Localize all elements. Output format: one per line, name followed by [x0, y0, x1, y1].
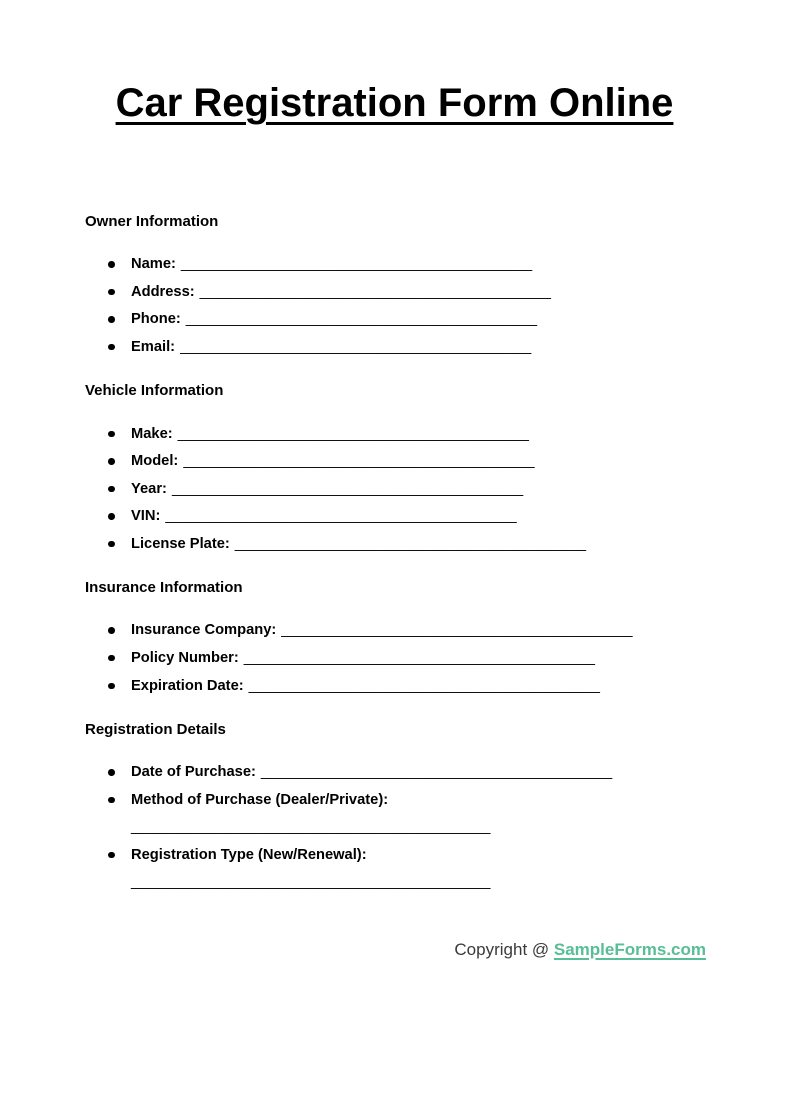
- blank-line: ___________________________________________: [177, 425, 529, 442]
- field-row-name: [85, 251, 789, 279]
- blank-line: ___________________________________________: [180, 338, 532, 355]
- field-label: Make:: [131, 425, 173, 442]
- field-label: VIN:: [131, 508, 161, 525]
- field-row-method-of-purchase: [85, 787, 789, 842]
- blank-line: ___________________________________________: [165, 508, 517, 525]
- section-heading: Owner Information: [85, 213, 219, 230]
- field-label: Insurance Company:: [131, 622, 277, 639]
- field-row-model: [85, 448, 789, 476]
- field-row-date-of-purchase: [85, 759, 789, 787]
- field-list: [85, 421, 789, 559]
- section-registration-details: [85, 716, 789, 897]
- field-label: Address:: [131, 283, 195, 300]
- blank-line: ___________________________________________: [243, 649, 595, 666]
- blank-line: ____________________________________________: [131, 874, 491, 891]
- copyright-text: Copyright @: [454, 939, 550, 959]
- section-vehicle-information: [85, 377, 789, 558]
- section-heading: Insurance Information: [85, 579, 243, 597]
- field-label: License Plate:: [131, 535, 230, 552]
- blank-line: ____________________________________________: [131, 819, 491, 836]
- blank-line: ___________________________________________: [171, 480, 524, 497]
- field-row-expiration-date: [85, 673, 789, 701]
- section-heading: Registration Details: [85, 720, 226, 738]
- field-row-email: [85, 334, 789, 362]
- field-label: Phone:: [131, 311, 181, 328]
- form-body: [85, 208, 789, 897]
- field-list: [85, 617, 789, 700]
- field-row-vin: [85, 503, 789, 531]
- field-label: Expiration Date:: [131, 677, 244, 694]
- page-title-text: Car Registration Form Online: [115, 81, 674, 125]
- sampleforms-link[interactable]: SampleForms.com: [553, 939, 706, 959]
- field-label: Date of Purchase:: [131, 764, 256, 781]
- field-label: Email:: [131, 338, 176, 355]
- field-label: Registration Type (New/Renewal):: [131, 846, 367, 863]
- field-row-insurance-company: [85, 617, 789, 645]
- blank-line: ___________________________________________: [199, 283, 551, 300]
- blank-line: ___________________________________________: [234, 535, 587, 552]
- section-owner-information: [85, 208, 789, 361]
- field-row-phone: [85, 306, 789, 334]
- field-label: Policy Number:: [131, 649, 239, 666]
- field-list: [85, 759, 789, 897]
- field-label: Method of Purchase (Dealer/Private):: [131, 791, 389, 808]
- field-label: Year:: [131, 480, 167, 497]
- footer: [0, 939, 789, 961]
- section-insurance-information: [85, 574, 789, 700]
- field-row-registration-type: [85, 842, 789, 897]
- blank-line: ___________________________________________: [183, 453, 535, 470]
- field-label: Model:: [131, 453, 179, 470]
- section-heading: Vehicle Information: [85, 382, 224, 400]
- page-title: [0, 83, 789, 123]
- field-row-license-plate: [85, 531, 789, 559]
- field-label: Name:: [131, 256, 176, 273]
- blank-line: ___________________________________________: [180, 256, 533, 273]
- blank-line: ___________________________________________: [281, 622, 633, 639]
- blank-line: ___________________________________________: [248, 677, 600, 694]
- document-page: [0, 83, 789, 1099]
- field-row-policy-number: [85, 645, 789, 673]
- blank-line: ___________________________________________: [260, 764, 613, 781]
- field-row-year: [85, 476, 789, 504]
- blank-line: ___________________________________________: [185, 311, 538, 328]
- field-row-address: [85, 279, 789, 307]
- field-list: [85, 251, 789, 361]
- field-row-make: [85, 421, 789, 449]
